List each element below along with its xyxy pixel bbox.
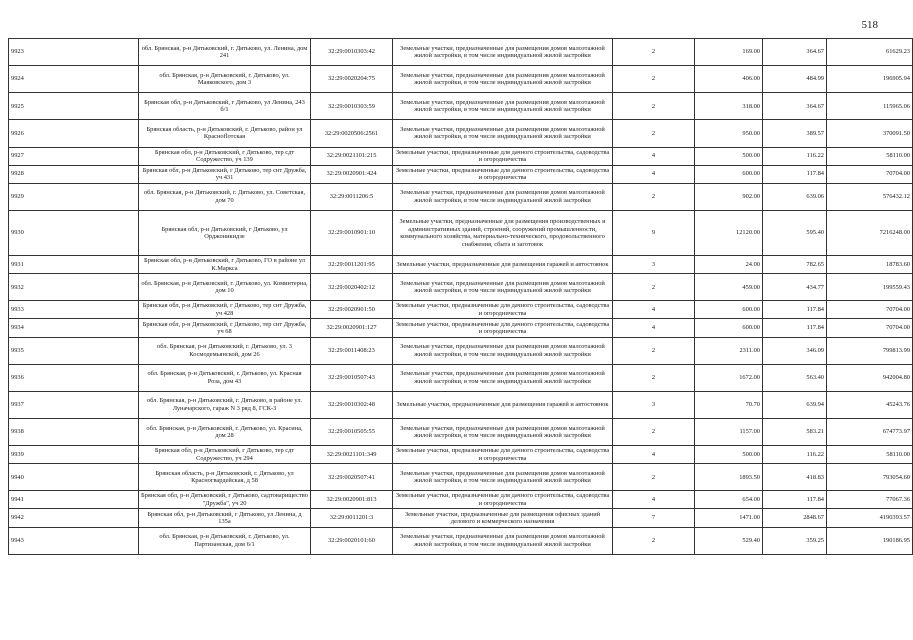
use-group-cell: 2 [613, 66, 695, 93]
cadastral-value-cell: 196905.94 [827, 66, 913, 93]
cadastral-value-cell: 674773.97 [827, 418, 913, 445]
table-row [9, 93, 913, 120]
area-cell: 169.00 [695, 39, 763, 66]
cadastral-number-cell: 32:29:0010303:59 [311, 93, 393, 120]
use-group-cell: 4 [613, 165, 695, 183]
area-cell: 902.00 [695, 183, 763, 210]
address-cell: обл. Брянская, р-н Дятьковский, г. Дятьково, ул. Красина, дом 28 [139, 418, 311, 445]
table-row [9, 147, 913, 165]
cadastral-number-cell: 32:29:0011408:23 [311, 337, 393, 364]
use-group-cell: 2 [613, 337, 695, 364]
use-group-cell: 2 [613, 93, 695, 120]
land-use-cell: Земельные участки, предназначенные для дачного строительства, садоводства и огородничества [393, 446, 613, 464]
table-row [9, 274, 913, 301]
area-cell: 24.00 [695, 256, 763, 274]
row-number: 9935 [9, 337, 139, 364]
specific-value-cell: 782.65 [763, 256, 827, 274]
specific-value-cell: 563.40 [763, 364, 827, 391]
cadastral-number-cell: 32:29:0020507:41 [311, 464, 393, 491]
specific-value-cell: 364.67 [763, 39, 827, 66]
specific-value-cell: 116.22 [763, 147, 827, 165]
land-use-cell: Земельные участки, предназначенные для размещения домов малоэтажной жилой застройки, в том числе индивидуальной жилой застройки [393, 39, 613, 66]
land-use-cell: Земельные участки, предназначенные для размещения домов малоэтажной жилой застройки, в том числе индивидуальной жилой застройки [393, 93, 613, 120]
row-number: 9931 [9, 256, 139, 274]
table-row [9, 527, 913, 554]
row-number: 9932 [9, 274, 139, 301]
use-group-cell: 2 [613, 120, 695, 147]
cadastral-number-cell: 32:29:0020901:813 [311, 491, 393, 509]
address-cell: Брянская обл, р-н Дятьковский, г Дятьково, ул Ленина, д 135а [139, 509, 311, 527]
cadastral-value-cell: 576432.12 [827, 183, 913, 210]
use-group-cell: 2 [613, 364, 695, 391]
use-group-cell: 4 [613, 446, 695, 464]
table-row [9, 301, 913, 319]
address-cell: обл. Брянская, р-н Дятьковский, г. Дятьково, ул. 3 Космодемьянской, дом 26 [139, 337, 311, 364]
row-number: 9929 [9, 183, 139, 210]
cadastral-number-cell: 32:29:0011206:5 [311, 183, 393, 210]
row-number: 9942 [9, 509, 139, 527]
area-cell: 459.00 [695, 274, 763, 301]
cadastral-value-cell: 58110.00 [827, 147, 913, 165]
use-group-cell: 4 [613, 491, 695, 509]
area-cell: 500.00 [695, 147, 763, 165]
use-group-cell: 2 [613, 183, 695, 210]
specific-value-cell: 418.83 [763, 464, 827, 491]
row-number: 9923 [9, 39, 139, 66]
cadastral-number-cell: 32:29:0020101:60 [311, 527, 393, 554]
cadastral-value-cell: 799813.99 [827, 337, 913, 364]
row-number: 9940 [9, 464, 139, 491]
row-number: 9938 [9, 418, 139, 445]
table-row [9, 210, 913, 255]
land-use-cell: Земельные участки, предназначенные для размещения гаражей и автостоянок [393, 391, 613, 418]
cadastral-value-cell: 70704.00 [827, 165, 913, 183]
cadastral-number-cell: 32:29:0011201:95 [311, 256, 393, 274]
address-cell: Брянская обл, р-н Дятьковский, г Дятьково, ул Ленина, 243 б/1 [139, 93, 311, 120]
cadastral-number-cell: 32:29:0021101:349 [311, 446, 393, 464]
page-number: 518 [861, 19, 878, 31]
cadastral-value-cell: 190186.95 [827, 527, 913, 554]
specific-value-cell: 364.67 [763, 93, 827, 120]
address-cell: Брянская обл, р-н Дятьковский, г Дятьково, тер снт Дружба, уч 428 [139, 301, 311, 319]
address-cell: обл. Брянская, р-н Дятьковский, г. Дятьково, ул. Красная Роза, дом 43 [139, 364, 311, 391]
table-row [9, 66, 913, 93]
area-cell: 406.00 [695, 66, 763, 93]
table-row [9, 364, 913, 391]
address-cell: Брянская область, р-н Дятьковский, г. Дятьково, ул Красногвардейская, д 58 [139, 464, 311, 491]
row-number: 9927 [9, 147, 139, 165]
area-cell: 600.00 [695, 165, 763, 183]
area-cell: 318.00 [695, 93, 763, 120]
cadastral-value-cell: 58110.00 [827, 446, 913, 464]
row-number: 9925 [9, 93, 139, 120]
table-row [9, 446, 913, 464]
row-number: 9933 [9, 301, 139, 319]
address-cell: Брянская обл, р-н Дятьковский, г Дятьково, садтоварищество "Дружба", уч 20 [139, 491, 311, 509]
area-cell: 1893.50 [695, 464, 763, 491]
specific-value-cell: 2848.67 [763, 509, 827, 527]
table-row [9, 256, 913, 274]
use-group-cell: 4 [613, 319, 695, 337]
address-cell: обл. Брянская, р-н Дятьковский, г. Дятьково, ул. Партизанская, дом 6/1 [139, 527, 311, 554]
cadastral-number-cell: 32:29:0010505:55 [311, 418, 393, 445]
specific-value-cell: 639.94 [763, 391, 827, 418]
land-use-cell: Земельные участки, предназначенные для дачного строительства, садоводства и огородничества [393, 301, 613, 319]
address-cell: Брянская область, р-н Дятьковский, г. Дятьково, район ул Красноflотская [139, 120, 311, 147]
address-cell: обл. Брянская, р-н Дятьковский, г. Дятьково, ул. Маяковского, дом 3 [139, 66, 311, 93]
land-use-cell: Земельные участки, предназначенные для дачного строительства, садоводства и огородничества [393, 319, 613, 337]
cadastral-value-cell: 70704.00 [827, 301, 913, 319]
cadastral-number-cell: 32:29:0020204:75 [311, 66, 393, 93]
cadastral-number-cell: 32:29:0010302:48 [311, 391, 393, 418]
address-cell: обл. Брянская, р-н Дятьковский, г. Дятьково, в районе ул. Луначарского, гараж N 3 ряд 8, ГСК-3 [139, 391, 311, 418]
cadastral-number-cell: 32:29:0021101:215 [311, 147, 393, 165]
use-group-cell: 2 [613, 39, 695, 66]
area-cell: 529.40 [695, 527, 763, 554]
area-cell: 654.00 [695, 491, 763, 509]
cadastral-value-cell: 115965.06 [827, 93, 913, 120]
specific-value-cell: 595.40 [763, 210, 827, 255]
table-row [9, 337, 913, 364]
row-number: 9928 [9, 165, 139, 183]
cadastral-number-cell: 32:29:0020901:424 [311, 165, 393, 183]
use-group-cell: 7 [613, 509, 695, 527]
row-number: 9936 [9, 364, 139, 391]
specific-value-cell: 117.84 [763, 491, 827, 509]
table-row [9, 319, 913, 337]
address-cell: Брянская обл, р-н Дятьковский, г Дятьково, ГО в районе ул К.Маркса [139, 256, 311, 274]
table-row [9, 391, 913, 418]
specific-value-cell: 359.25 [763, 527, 827, 554]
land-use-cell: Земельные участки, предназначенные для размещения домов малоэтажной жилой застройки, в том числе индивидуальной жилой застройки [393, 418, 613, 445]
table-row [9, 491, 913, 509]
use-group-cell: 4 [613, 147, 695, 165]
table-row [9, 418, 913, 445]
land-use-cell: Земельные участки, предназначенные для размещения гаражей и автостоянок [393, 256, 613, 274]
cadastral-value-table [8, 38, 913, 555]
address-cell: Брянская обл, р-н Дятьковский, г Дятьково, тер снт Дружба, уч 431 [139, 165, 311, 183]
address-cell: обл. Брянская, р-н Дятьковский, г. Дятьково, ул. Ленина, дом 241 [139, 39, 311, 66]
use-group-cell: 9 [613, 210, 695, 255]
land-use-cell: Земельные участки, предназначенные для размещения домов малоэтажной жилой застройки, в том числе индивидуальной жилой застройки [393, 364, 613, 391]
row-number: 9941 [9, 491, 139, 509]
area-cell: 12120.00 [695, 210, 763, 255]
address-cell: Брянская обл, р-н Дятьковский, г Дятьково, тер сдт Содружество, уч 294 [139, 446, 311, 464]
area-cell: 70.70 [695, 391, 763, 418]
land-use-cell: Земельные участки, предназначенные для размещения домов малоэтажной жилой застройки, в том числе индивидуальной жилой застройки [393, 120, 613, 147]
table-row [9, 120, 913, 147]
land-use-cell: Земельные участки, предназначенные для размещения домов малоэтажной жилой застройки, в том числе индивидуальной жилой застройки [393, 274, 613, 301]
use-group-cell: 4 [613, 301, 695, 319]
specific-value-cell: 117.84 [763, 165, 827, 183]
cadastral-number-cell: 32:29:0010901:10 [311, 210, 393, 255]
land-use-cell: Земельные участки, предназначенные для размещения домов малоэтажной жилой застройки, в том числе индивидуальной жилой застройки [393, 527, 613, 554]
area-cell: 2311.00 [695, 337, 763, 364]
specific-value-cell: 346.09 [763, 337, 827, 364]
table-row [9, 183, 913, 210]
land-use-cell: Земельные участки, предназначенные для дачного строительства, садоводства и огородничества [393, 491, 613, 509]
row-number: 9930 [9, 210, 139, 255]
cadastral-number-cell: 32:29:0010507:43 [311, 364, 393, 391]
land-use-cell: Земельные участки, предназначенные для размещения домов малоэтажной жилой застройки, в том числе индивидуальной жилой застройки [393, 337, 613, 364]
cadastral-value-cell: 61629.23 [827, 39, 913, 66]
cadastral-number-cell: 32:29:0020506:2561 [311, 120, 393, 147]
row-number: 9924 [9, 66, 139, 93]
area-cell: 1471.00 [695, 509, 763, 527]
cadastral-number-cell: 32:29:0010303:42 [311, 39, 393, 66]
land-use-cell: Земельные участки, предназначенные для размещения домов малоэтажной жилой застройки, в том числе индивидуальной жилой застройки [393, 464, 613, 491]
land-use-cell: Земельные участки, предназначенные для размещения домов малоэтажной жилой застройки, в том числе индивидуальной жилой застройки [393, 66, 613, 93]
area-cell: 600.00 [695, 301, 763, 319]
land-use-cell: Земельные участки, предназначенные для дачного строительства, садоводства и огородничества [393, 147, 613, 165]
table-row [9, 39, 913, 66]
cadastral-number-cell: 32:29:0011201:3 [311, 509, 393, 527]
row-number: 9943 [9, 527, 139, 554]
cadastral-number-cell: 32:29:0020901:50 [311, 301, 393, 319]
land-use-cell: Земельные участки, предназначенные для размещения производственных и административных зданий, строений, сооружений промышленности, коммунального хозяйства, материально-технического, продовольственного снабжения, сбыта и заготовок [393, 210, 613, 255]
cadastral-value-cell: 793054.60 [827, 464, 913, 491]
specific-value-cell: 116.22 [763, 446, 827, 464]
land-use-cell: Земельные участки, предназначенные для размещения офисных зданий делового и коммерческого назначения [393, 509, 613, 527]
specific-value-cell: 484.99 [763, 66, 827, 93]
cadastral-value-cell: 7216248.00 [827, 210, 913, 255]
cadastral-value-cell: 18783.60 [827, 256, 913, 274]
land-use-cell: Земельные участки, предназначенные для дачного строительства, садоводства и огородничества [393, 165, 613, 183]
cadastral-number-cell: 32:29:0020901:127 [311, 319, 393, 337]
use-group-cell: 2 [613, 274, 695, 301]
area-cell: 500.00 [695, 446, 763, 464]
use-group-cell: 2 [613, 464, 695, 491]
row-number: 9937 [9, 391, 139, 418]
cadastral-value-cell: 199559.43 [827, 274, 913, 301]
table-row [9, 464, 913, 491]
use-group-cell: 3 [613, 391, 695, 418]
cadastral-value-cell: 45243.76 [827, 391, 913, 418]
cadastral-value-cell: 77067.36 [827, 491, 913, 509]
table-row [9, 165, 913, 183]
address-cell: Брянская обл, р-н Дятьковский, г Дятьково, ул Орджоникидзе [139, 210, 311, 255]
address-cell: обл. Брянская, р-н Дятьковский, г. Дятьково, ул. Коминтерна, дом 10 [139, 274, 311, 301]
land-use-cell: Земельные участки, предназначенные для размещения домов малоэтажной жилой застройки, в том числе индивидуальной жилой застройки [393, 183, 613, 210]
area-cell: 950.00 [695, 120, 763, 147]
use-group-cell: 2 [613, 527, 695, 554]
use-group-cell: 3 [613, 256, 695, 274]
row-number: 9926 [9, 120, 139, 147]
cadastral-value-cell: 70704.00 [827, 319, 913, 337]
address-cell: обл. Брянская, р-н Дятьковский, г. Дятьково, ул. Советская, дом 70 [139, 183, 311, 210]
address-cell: Брянская обл, р-н Дятьковский, г Дятьково, тер снт Дружба, уч 68 [139, 319, 311, 337]
specific-value-cell: 639.06 [763, 183, 827, 210]
specific-value-cell: 117.84 [763, 301, 827, 319]
table-row [9, 509, 913, 527]
cadastral-value-cell: 942004.80 [827, 364, 913, 391]
cadastral-value-cell: 4190393.57 [827, 509, 913, 527]
specific-value-cell: 434.77 [763, 274, 827, 301]
address-cell: Брянская обл, р-н Дятьковский, г Дятьково, тер сдт Содружество, уч 139 [139, 147, 311, 165]
cadastral-number-cell: 32:29:0020402:12 [311, 274, 393, 301]
specific-value-cell: 117.84 [763, 319, 827, 337]
specific-value-cell: 583.21 [763, 418, 827, 445]
row-number: 9939 [9, 446, 139, 464]
cadastral-value-cell: 370091.50 [827, 120, 913, 147]
area-cell: 1157.00 [695, 418, 763, 445]
area-cell: 1672.00 [695, 364, 763, 391]
use-group-cell: 2 [613, 418, 695, 445]
area-cell: 600.00 [695, 319, 763, 337]
row-number: 9934 [9, 319, 139, 337]
specific-value-cell: 389.57 [763, 120, 827, 147]
